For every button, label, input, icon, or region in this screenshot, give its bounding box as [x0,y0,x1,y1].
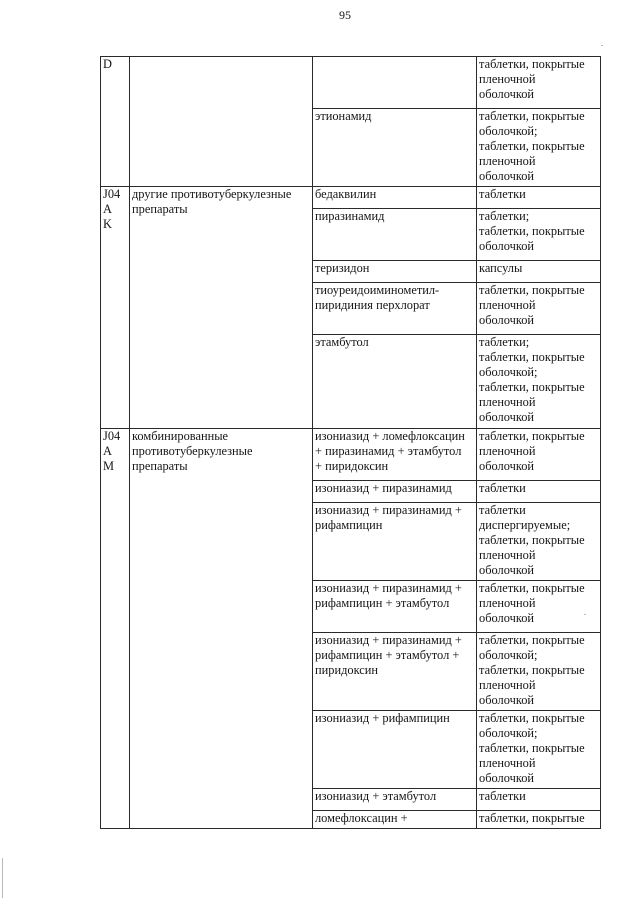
dosage-form-cell-text: таблетки диспергируемые; таблетки, покрытые пленочной оболочкой [479,503,585,577]
dosage-form-cell-text: капсулы [479,261,523,275]
drug-name-cell [313,283,477,335]
drug-name-cell-text: изониазид + пиразинамид + рифампицин + этамбутол [315,581,462,610]
dosage-form-cell-text: таблетки [479,481,526,495]
dosage-form-cell [477,633,601,711]
table-row [101,57,601,109]
drug-name-cell-text: бедаквилин [315,187,377,201]
group-name-cell-text: комбинированные противотуберкулезные препараты [132,429,253,473]
dosage-form-cell [477,109,601,187]
page-number: 95 [339,8,351,22]
drug-name-cell-text: этамбутол [315,335,369,349]
dosage-form-cell [477,811,601,829]
dosage-form-cell-text: таблетки [479,187,526,201]
dosage-form-cell [477,581,601,633]
atc-code-cell-text: D [103,57,112,71]
dosage-form-cell [477,209,601,261]
atc-code-cell-text: J04A K [103,187,121,231]
drug-name-cell-text: пиразинамид [315,209,385,223]
table-row [101,429,601,481]
drug-name-cell [313,187,477,209]
dosage-form-cell [477,429,601,481]
group-name-cell [130,429,313,829]
drug-name-cell [313,335,477,429]
drug-name-cell-text: тиоуреидоиминометил- пиридиния перхлорат [315,283,440,312]
atc-code-cell [101,429,130,829]
scan-speck [584,614,586,615]
drug-name-cell [313,481,477,503]
medication-table-body [101,57,601,829]
drug-name-cell [313,811,477,829]
drug-name-cell-text: теризидон [315,261,370,275]
dosage-form-cell-text: таблетки, покрытые пленочной оболочкой [479,429,585,473]
drug-name-cell [313,711,477,789]
dosage-form-cell [477,481,601,503]
drug-name-cell [313,209,477,261]
dosage-form-cell-text: таблетки, покрытые пленочной оболочкой [479,57,585,101]
dosage-form-cell-text: таблетки, покрытые оболочкой; таблетки, покрытые пленочной оболочкой [479,633,585,707]
drug-name-cell [313,57,477,109]
dosage-form-cell [477,187,601,209]
dosage-form-cell [477,503,601,581]
atc-code-cell-text: J04A M [103,429,121,473]
drug-name-cell-text: изониазид + ломефлоксацин + пиразинамид + этамбутол + пиридоксин [315,429,465,473]
drug-name-cell [313,503,477,581]
dosage-form-cell-text: таблетки [479,789,526,803]
group-name-cell-text: другие противотуберкулезные препараты [132,187,292,216]
dosage-form-cell [477,261,601,283]
scan-speck [601,45,603,46]
drug-name-cell-text: этионамид [315,109,372,123]
dosage-form-cell-text: таблетки, покрытые пленочной оболочкой [479,581,585,625]
dosage-form-cell [477,57,601,109]
drug-name-cell-text: изониазид + рифампицин [315,711,450,725]
medication-table [100,56,601,829]
scan-speck [2,858,3,898]
table-row [101,187,601,209]
drug-name-cell-text: изониазид + пиразинамид + рифампицин [315,503,462,532]
drug-name-cell [313,581,477,633]
dosage-form-cell [477,789,601,811]
drug-name-cell-text: ломефлоксацин + [315,811,408,825]
dosage-form-cell-text: таблетки, покрытые оболочкой; таблетки, покрытые пленочной оболочкой [479,109,585,183]
dosage-form-cell-text: таблетки; таблетки, покрытые оболочкой; таблетки, покрытые пленочной оболочкой [479,335,585,424]
dosage-form-cell-text: таблетки; таблетки, покрытые оболочкой [479,209,585,253]
dosage-form-cell-text: таблетки, покрытые оболочкой; таблетки, покрытые пленочной оболочкой [479,711,585,785]
atc-code-cell [101,57,130,187]
drug-name-cell-text: изониазид + пиразинамид [315,481,452,495]
dosage-form-cell-text: таблетки, покрытые [479,811,585,825]
atc-code-cell [101,187,130,429]
drug-name-cell [313,633,477,711]
dosage-form-cell-text: таблетки, покрытые пленочной оболочкой [479,283,585,327]
drug-name-cell [313,789,477,811]
drug-name-cell [313,429,477,481]
drug-name-cell [313,261,477,283]
dosage-form-cell [477,711,601,789]
drug-name-cell-text: изониазид + пиразинамид + рифампицин + этамбутол + пиридоксин [315,633,462,677]
dosage-form-cell [477,335,601,429]
drug-name-cell [313,109,477,187]
group-name-cell [130,187,313,429]
group-name-cell [130,57,313,187]
drug-name-cell-text: изониазид + этамбутол [315,789,437,803]
dosage-form-cell [477,283,601,335]
